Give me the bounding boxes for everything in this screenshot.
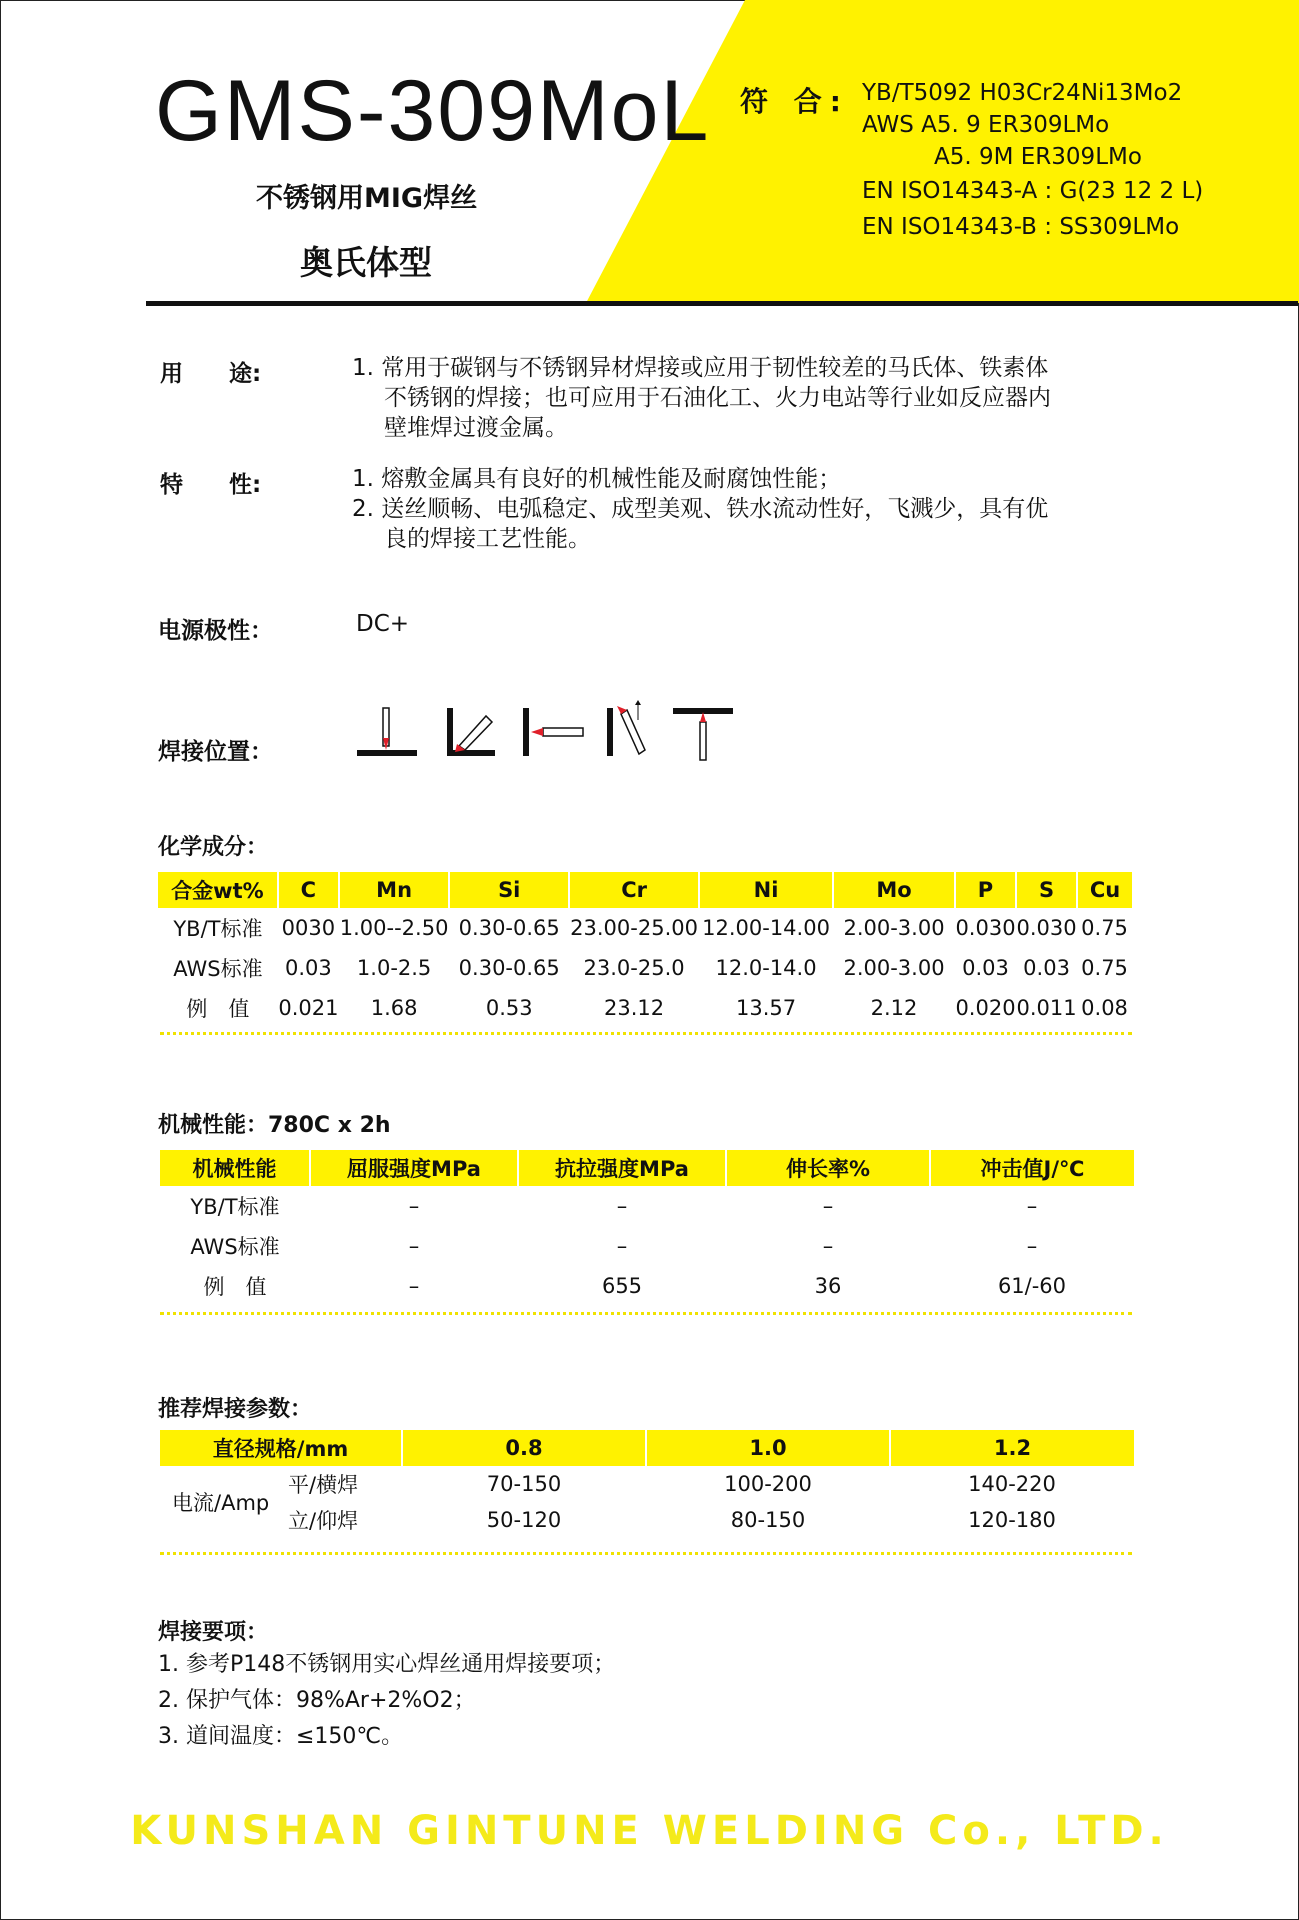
table-cell: 13.57 bbox=[735, 996, 797, 1020]
dotted-divider bbox=[160, 1552, 1132, 1555]
header-cell: 屈服强度MPa bbox=[310, 1150, 518, 1186]
table-cell: 61/-60 bbox=[997, 1274, 1067, 1298]
params-table bbox=[160, 1430, 1134, 1538]
header-cell: Mn bbox=[339, 872, 449, 908]
table-cell: 1.0-2.5 bbox=[356, 956, 432, 980]
header-cell: Cr bbox=[569, 872, 699, 908]
standard-line: EN ISO14343-B : SS309LMo bbox=[862, 214, 1180, 240]
header-cell: 0.8 bbox=[402, 1430, 646, 1466]
product-subtitle: 不锈钢用MIG焊丝 bbox=[256, 183, 478, 214]
table-cell: 1.68 bbox=[370, 996, 418, 1020]
usage-line: 不锈钢的焊接；也可应用于石油化工、火力电站等行业如反应器内 bbox=[384, 385, 1051, 411]
standard-line: AWS A5. 9 ER309LMo bbox=[862, 112, 1110, 138]
table-cell: YB/T标准 bbox=[173, 917, 263, 941]
table-cell: – bbox=[822, 1194, 834, 1218]
header-cell: 合金wt% bbox=[158, 872, 278, 908]
table-row bbox=[160, 1502, 1134, 1538]
current-label: 电流/Amp bbox=[172, 1491, 270, 1515]
header-cell: 1.0 bbox=[646, 1430, 890, 1466]
polarity-value: DC+ bbox=[356, 611, 410, 637]
table-cell: AWS标准 bbox=[190, 1235, 280, 1259]
table-row bbox=[158, 908, 1132, 948]
position-horizontal-icon bbox=[447, 708, 495, 756]
positions-label: 焊接位置： bbox=[158, 739, 273, 765]
table-cell: 平/横焊 bbox=[288, 1473, 359, 1497]
header-cell: 直径规格/mm bbox=[160, 1430, 402, 1466]
table-cell: 0.030 bbox=[1016, 916, 1077, 940]
table-cell: 0.021 bbox=[278, 996, 339, 1020]
mechanical-header-row bbox=[160, 1150, 1134, 1186]
header-cell: Si bbox=[449, 872, 569, 908]
header-cell: Ni bbox=[699, 872, 833, 908]
mechanical-table bbox=[160, 1150, 1134, 1306]
table-cell: 0.03 bbox=[285, 956, 332, 980]
features-line: 良的焊接工艺性能。 bbox=[384, 526, 591, 552]
table-cell: – bbox=[408, 1194, 420, 1218]
standard-line: A5. 9M ER309LMo bbox=[934, 144, 1142, 170]
position-vertical-icon bbox=[523, 708, 583, 756]
table-cell: 100-200 bbox=[724, 1472, 812, 1496]
welding-position-icons bbox=[355, 700, 755, 765]
note-item: 1. 参考P148不锈钢用实心焊丝通用焊接要项； bbox=[158, 1652, 616, 1677]
table-row bbox=[158, 948, 1132, 988]
table-cell: – bbox=[616, 1234, 628, 1258]
usage-line: 1. 常用于碳钢与不锈钢异材焊接或应用于韧性较差的马氏体、铁素体 bbox=[352, 355, 1049, 381]
header-cell: 抗拉强度MPa bbox=[518, 1150, 726, 1186]
table-cell: 0.30-0.65 bbox=[458, 916, 560, 940]
features-line: 2. 送丝顺畅、电弧稳定、成型美观、铁水流动性好，飞溅少，具有优 bbox=[352, 496, 1049, 522]
table-cell: 80-150 bbox=[730, 1508, 806, 1532]
table-row bbox=[160, 1186, 1134, 1226]
chemical-title: 化学成分： bbox=[158, 835, 269, 860]
table-cell: 1.00--2.50 bbox=[339, 916, 449, 940]
table-cell: – bbox=[408, 1234, 420, 1258]
params-header-row bbox=[160, 1430, 1134, 1466]
conform-label: 符 合: bbox=[740, 85, 849, 118]
table-cell: 140-220 bbox=[968, 1472, 1056, 1496]
header-cell: 伸长率% bbox=[726, 1150, 930, 1186]
usage-line: 壁堆焊过渡金属。 bbox=[384, 415, 568, 441]
chemical-header-row bbox=[158, 872, 1132, 908]
standard-line: EN ISO14343-A : G(23 12 2 L) bbox=[862, 178, 1204, 204]
table-cell: 23.00-25.00 bbox=[570, 916, 698, 940]
table-cell: 50-120 bbox=[486, 1508, 562, 1532]
product-model: GMS-309MoL bbox=[155, 63, 711, 159]
table-cell: 0.75 bbox=[1081, 956, 1128, 980]
table-row bbox=[160, 1266, 1134, 1306]
features-line: 1. 熔敷金属具有良好的机械性能及耐腐蚀性能； bbox=[352, 466, 842, 492]
table-cell: – bbox=[616, 1194, 628, 1218]
table-cell: 0.011 bbox=[1016, 996, 1077, 1020]
table-cell: 23.12 bbox=[604, 996, 665, 1020]
dotted-divider bbox=[160, 1032, 1132, 1035]
table-cell: 0.08 bbox=[1081, 996, 1128, 1020]
note-item: 3. 道间温度：≤150℃。 bbox=[158, 1724, 404, 1749]
table-cell: 0.75 bbox=[1081, 916, 1128, 940]
table-cell: 12.0-14.0 bbox=[715, 956, 817, 980]
table-cell: 70-150 bbox=[486, 1472, 562, 1496]
table-cell: AWS标准 bbox=[173, 957, 263, 981]
table-cell: 12.00-14.00 bbox=[702, 916, 830, 940]
table-cell: 2.12 bbox=[870, 996, 918, 1020]
table-row bbox=[158, 988, 1132, 1028]
dotted-divider bbox=[160, 1312, 1132, 1315]
table-cell: 立/仰焊 bbox=[288, 1509, 359, 1533]
table-cell: 0.53 bbox=[485, 996, 533, 1020]
table-cell: – bbox=[822, 1234, 834, 1258]
table-cell: – bbox=[1026, 1234, 1038, 1258]
header-cell: S bbox=[1016, 872, 1077, 908]
table-cell: – bbox=[1026, 1194, 1038, 1218]
header-cell: C bbox=[278, 872, 339, 908]
table-cell: 例 值 bbox=[203, 1275, 267, 1299]
table-cell: 36 bbox=[814, 1274, 842, 1298]
table-cell: 0030 bbox=[281, 916, 336, 940]
header-cell: P bbox=[955, 872, 1016, 908]
position-vertical-up-icon bbox=[607, 700, 645, 756]
table-row bbox=[160, 1466, 1134, 1502]
table-cell: 23.0-25.0 bbox=[583, 956, 685, 980]
position-overhead-icon bbox=[673, 708, 733, 760]
position-flat-icon bbox=[357, 708, 417, 756]
note-item: 2. 保护气体：98%Ar+2%O2； bbox=[158, 1688, 476, 1713]
table-cell: 0.03 bbox=[962, 956, 1009, 980]
standard-line: YB/T5092 H03Cr24Ni13Mo2 bbox=[862, 80, 1183, 106]
product-type: 奥氏体型 bbox=[300, 243, 432, 282]
features-label: 特 性: bbox=[160, 472, 262, 498]
header-divider bbox=[146, 301, 1298, 306]
notes-title: 焊接要项： bbox=[158, 1620, 269, 1645]
table-cell: YB/T标准 bbox=[190, 1195, 280, 1219]
table-cell: – bbox=[408, 1274, 420, 1298]
table-cell: 0.030 bbox=[955, 916, 1016, 940]
header-cell: Cu bbox=[1077, 872, 1132, 908]
company-name: KUNSHAN GINTUNE WELDING Co., LTD. bbox=[130, 1808, 1169, 1854]
header-cell: 1.2 bbox=[890, 1430, 1134, 1466]
chemical-table bbox=[158, 872, 1132, 1028]
table-cell: 0.30-0.65 bbox=[458, 956, 560, 980]
header-cell: 机械性能 bbox=[160, 1150, 310, 1186]
table-row bbox=[160, 1226, 1134, 1266]
header-cell: Mo bbox=[833, 872, 955, 908]
table-cell: 0.03 bbox=[1023, 956, 1070, 980]
table-cell: 2.00-3.00 bbox=[843, 956, 945, 980]
table-cell: 120-180 bbox=[968, 1508, 1056, 1532]
params-title: 推荐焊接参数： bbox=[158, 1397, 313, 1422]
polarity-label: 电源极性： bbox=[158, 618, 273, 644]
table-cell: 例 值 bbox=[186, 997, 250, 1021]
table-cell: 2.00-3.00 bbox=[843, 916, 945, 940]
header-cell: 冲击值J/℃ bbox=[930, 1150, 1134, 1186]
table-cell: 0.020 bbox=[955, 996, 1016, 1020]
usage-label: 用 途: bbox=[160, 361, 262, 387]
mechanical-title: 机械性能：780C x 2h bbox=[158, 1113, 391, 1138]
table-cell: 655 bbox=[601, 1274, 643, 1298]
